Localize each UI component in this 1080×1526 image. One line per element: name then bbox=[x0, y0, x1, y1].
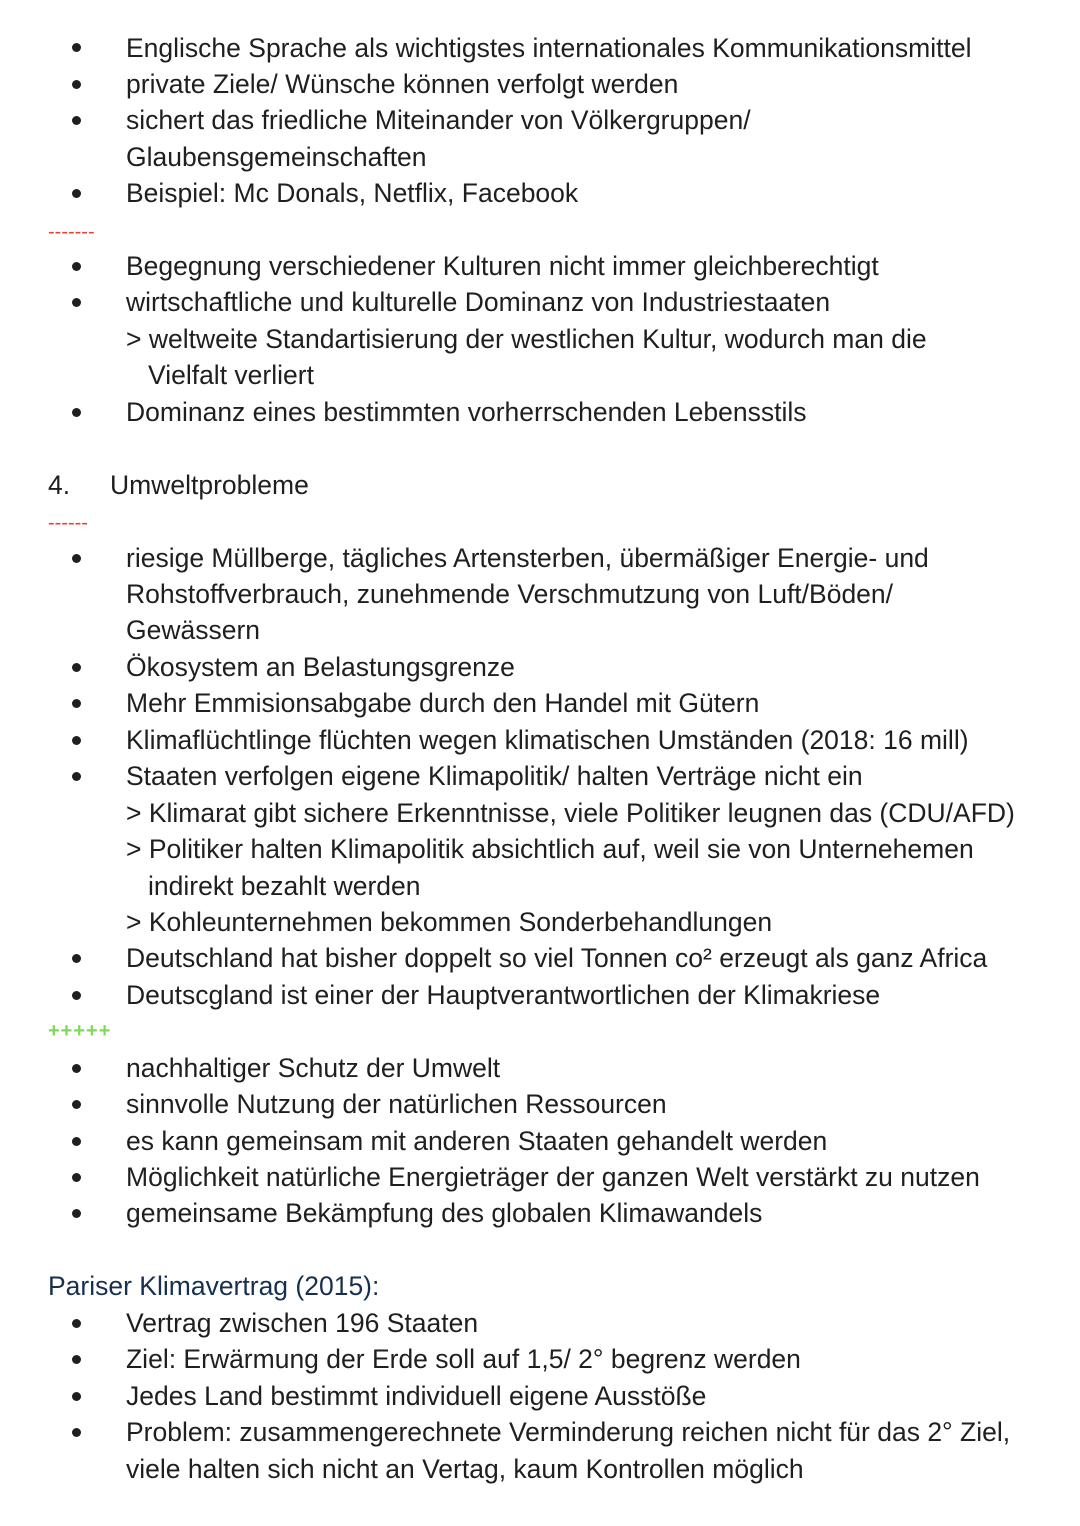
bullet-dot-icon bbox=[72, 991, 81, 1000]
list-item: Begegnung verschiedener Kulturen nicht immer gleichberechtigt bbox=[126, 251, 879, 281]
list-subitem: > Kohleunternehmen bekommen Sonderbehandlungen bbox=[126, 907, 773, 937]
bullet-dot-icon bbox=[72, 262, 81, 271]
bullet-dot-icon bbox=[72, 408, 81, 417]
list-item: Englische Sprache als wichtigstes internationales Kommunikationsmittel bbox=[126, 33, 972, 63]
list-item: wirtschaftliche und kulturelle Dominanz von Industriestaaten bbox=[126, 287, 831, 317]
bullet-dot-icon bbox=[72, 663, 81, 672]
list-item: private Ziele/ Wünsche können verfolgt werden bbox=[126, 69, 679, 99]
list-item: Beispiel: Mc Donals, Netflix, Facebook bbox=[126, 178, 579, 208]
bullet-dot-icon bbox=[72, 1428, 81, 1437]
bullet-dot-icon bbox=[72, 1100, 81, 1109]
list-item: Möglichkeit natürliche Energieträger der ganzen Welt verstärkt zu nutzen bbox=[126, 1162, 980, 1192]
list-item-continuation: viele halten sich nicht an Vertag, kaum Kontrollen möglich bbox=[126, 1454, 804, 1484]
bullet-dot-icon bbox=[72, 1319, 81, 1328]
bullet-dot-icon bbox=[72, 772, 81, 781]
cons-divider: ------- bbox=[48, 221, 95, 243]
list-subitem-continuation: Vielfalt verliert bbox=[148, 360, 314, 390]
list-item: sinnvolle Nutzung der natürlichen Ressourcen bbox=[126, 1089, 667, 1119]
list-item: nachhaltiger Schutz der Umwelt bbox=[126, 1053, 501, 1083]
list-item: Ökosystem an Belastungsgrenze bbox=[126, 652, 515, 682]
list-item: Dominanz eines bestimmten vorherrschenden Lebensstils bbox=[126, 397, 807, 427]
bullet-dot-icon bbox=[72, 298, 81, 307]
section-number: 4. bbox=[48, 470, 71, 500]
bullet-dot-icon bbox=[72, 80, 81, 89]
list-item: Klimaflüchtlinge flüchten wegen klimatischen Umständen (2018: 16 mill) bbox=[126, 725, 969, 755]
list-subitem: > Klimarat gibt sichere Erkenntnisse, viele Politiker leugnen das (CDU/AFD) bbox=[126, 798, 1015, 828]
bullet-dot-icon bbox=[72, 736, 81, 745]
list-item: Jedes Land bestimmt individuell eigene Ausstöße bbox=[126, 1381, 707, 1411]
section-title: Umweltprobleme bbox=[110, 470, 309, 500]
list-subitem: > Politiker halten Klimapolitik absichtlich auf, weil sie von Unternehemen bbox=[126, 834, 974, 864]
list-subitem: > weltweite Standartisierung der westlichen Kultur, wodurch man die bbox=[126, 324, 927, 354]
list-item: Deutscgland ist einer der Hauptverantwortlichen der Klimakriese bbox=[126, 980, 881, 1010]
bullet-dot-icon bbox=[72, 1064, 81, 1073]
bullet-dot-icon bbox=[72, 1355, 81, 1364]
bullet-dot-icon bbox=[72, 189, 81, 198]
list-item: Deutschland hat bisher doppelt so viel Tonnen co² erzeugt als ganz Africa bbox=[126, 943, 988, 973]
list-subitem-continuation: indirekt bezahlt werden bbox=[148, 871, 421, 901]
list-item: Vertrag zwischen 196 Staaten bbox=[126, 1308, 479, 1338]
bullet-dot-icon bbox=[72, 1392, 81, 1401]
list-item: riesige Müllberge, tägliches Artensterben, übermäßiger Energie- und bbox=[126, 543, 929, 573]
list-item-continuation: Gewässern bbox=[126, 615, 261, 645]
bullet-dot-icon bbox=[72, 1137, 81, 1146]
bullet-dot-icon bbox=[72, 1209, 81, 1218]
cons-divider: ------ bbox=[48, 512, 88, 534]
bullet-dot-icon bbox=[72, 116, 81, 125]
list-item-continuation: Glaubensgemeinschaften bbox=[126, 142, 427, 172]
bullet-dot-icon bbox=[72, 1173, 81, 1182]
paris-heading: Pariser Klimavertrag (2015): bbox=[48, 1271, 380, 1301]
list-item: Ziel: Erwärmung der Erde soll auf 1,5/ 2° begrenz werden bbox=[126, 1344, 801, 1374]
list-item-continuation: Rohstoffverbrauch, zunehmende Verschmutzung von Luft/Böden/ bbox=[126, 579, 894, 609]
list-item: Mehr Emmisionsabgabe durch den Handel mit Gütern bbox=[126, 688, 760, 718]
bullet-dot-icon bbox=[72, 699, 81, 708]
bullet-dot-icon bbox=[72, 554, 81, 563]
list-item: es kann gemeinsam mit anderen Staaten gehandelt werden bbox=[126, 1126, 828, 1156]
bullet-dot-icon bbox=[72, 954, 81, 963]
pros-divider: +++++ bbox=[48, 1020, 112, 1042]
bullet-dot-icon bbox=[72, 43, 81, 52]
list-item: gemeinsame Bekämpfung des globalen Klimawandels bbox=[126, 1198, 763, 1228]
list-item: Problem: zusammengerechnete Verminderung reichen nicht für das 2° Ziel, bbox=[126, 1417, 1011, 1447]
list-item: sichert das friedliche Miteinander von Völkergruppen/ bbox=[126, 105, 751, 135]
list-item: Staaten verfolgen eigene Klimapolitik/ halten Verträge nicht ein bbox=[126, 761, 863, 791]
